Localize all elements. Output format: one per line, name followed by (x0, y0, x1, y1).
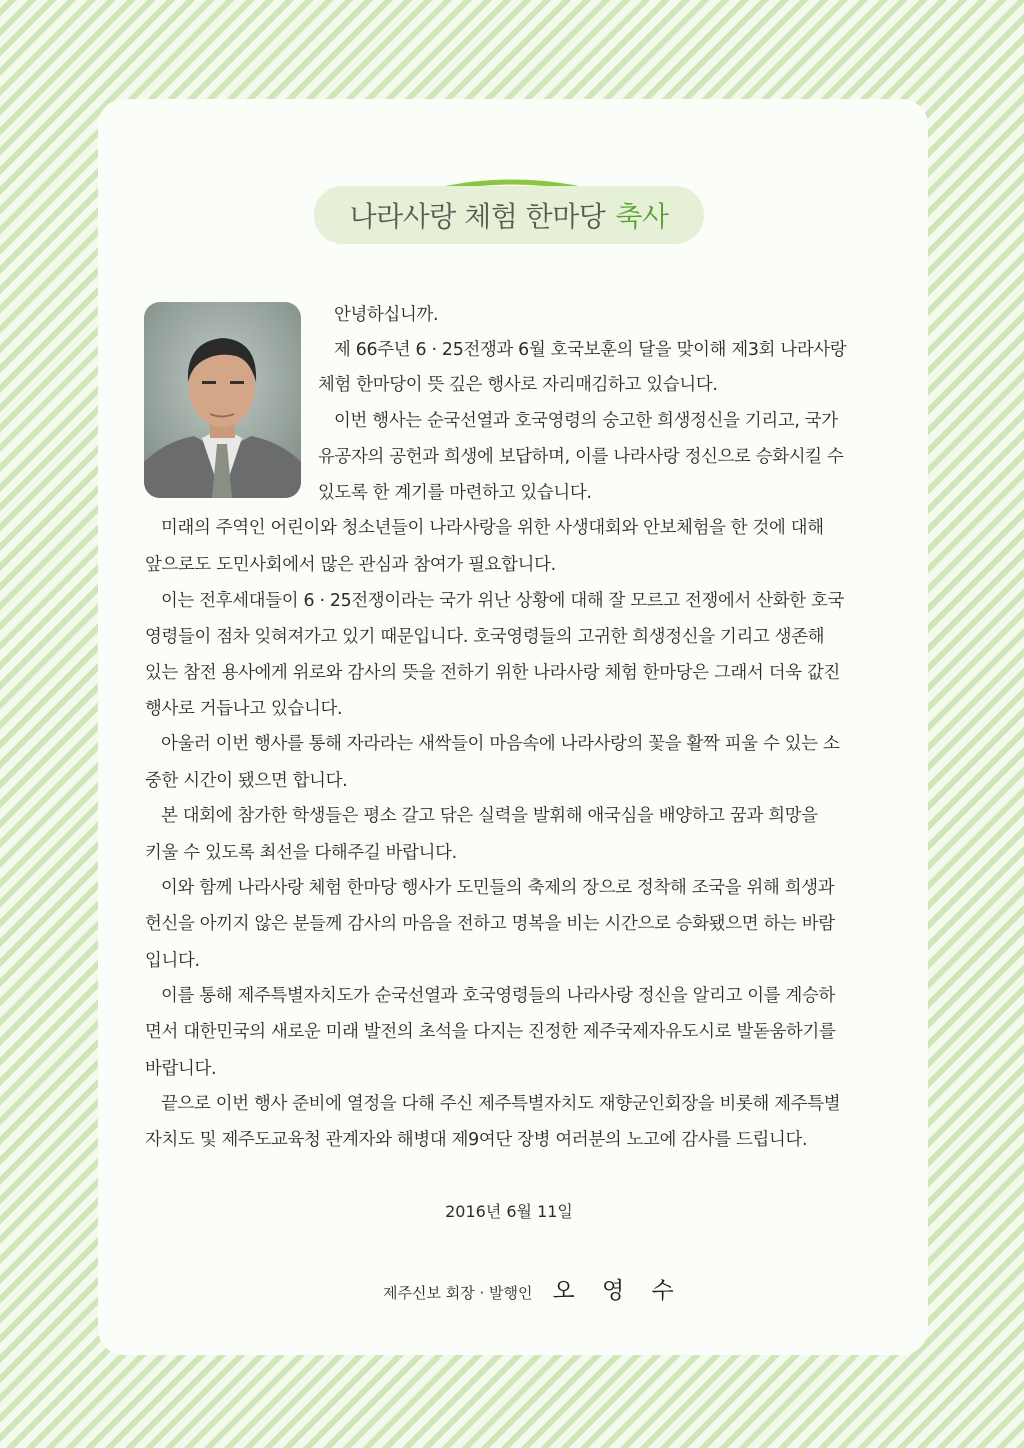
body-line: 이번 행사는 순국선열과 호국영령의 숭고한 희생정신을 기리고, 국가 (334, 411, 838, 431)
page-title (314, 186, 704, 244)
title-accent: 축사 (615, 200, 669, 233)
body-line: 이를 통해 제주특별자치도가 순국선열과 호국영령들의 나라사랑 정신을 알리고 이를 계승하 (161, 986, 836, 1006)
body-line: 아울러 이번 행사를 통해 자라라는 새싹들이 마음속에 나라사랑의 꽃을 활짝 피울 수 있는 소 (161, 734, 840, 754)
body-line: 이와 함께 나라사랑 체험 한마당 행사가 도민들의 축제의 장으로 정착해 조국을 위해 희생과 (161, 878, 835, 898)
signature-block (383, 1272, 684, 1305)
body-line: 끝으로 이번 행사 준비에 열정을 다해 주신 제주특별자치도 재향군인회장을 비롯해 제주특별 (161, 1094, 841, 1114)
author-portrait-photo (144, 302, 301, 498)
body-line: 체험 한마당이 뜻 깊은 행사로 자리매김하고 있습니다. (318, 375, 718, 395)
body-line: 유공자의 공헌과 희생에 보답하며, 이를 나라사랑 정신으로 승화시킬 수 (318, 447, 844, 467)
body-line: 헌신을 아끼지 않은 분들께 감사의 마음을 전하고 명복을 비는 시간으로 승화됐으면 하는 바람 (145, 914, 835, 934)
body-line: 안녕하십니까. (334, 305, 439, 325)
signature-name: 오 영 수 (552, 1278, 684, 1304)
body-line: 키울 수 있도록 최선을 다해주길 바랍니다. (145, 843, 457, 863)
body-line: 면서 대한민국의 새로운 미래 발전의 초석을 다지는 진정한 제주국제자유도시로 발돋움하기를 (145, 1022, 836, 1042)
body-line: 영령들이 점차 잊혀져가고 있기 때문입니다. 호국영령들의 고귀한 희생정신을 기리고 생존해 (145, 627, 825, 647)
signature-role: 제주신보 회장 · 발행인 (383, 1284, 533, 1302)
letter-card (98, 99, 928, 1355)
body-line: 행사로 거듭나고 있습니다. (145, 699, 343, 719)
body-line: 이는 전후세대들이 6 · 25전쟁이라는 국가 위난 상황에 대해 잘 모르고 전쟁에서 산화한 호국 (161, 591, 844, 611)
body-line: 자치도 및 제주도교육청 관계자와 해병대 제9여단 장병 여러분의 노고에 감사를 드립니다. (145, 1130, 808, 1150)
body-line: 제 66주년 6 · 25전쟁과 6월 호국보훈의 달을 맞이해 제3회 나라사랑 (334, 340, 847, 360)
body-line: 미래의 주역인 어린이와 청소년들이 나라사랑을 위한 사생대회와 안보체험을 한 것에 대해 (161, 518, 824, 538)
body-line: 바랍니다. (145, 1059, 217, 1079)
body-line: 입니다. (145, 951, 200, 971)
letter-date: 2016년 6월 11일 (445, 1202, 573, 1221)
body-line: 본 대회에 참가한 학생들은 평소 갈고 닦은 실력을 발휘해 애국심을 배양하고 꿈과 희망을 (161, 806, 818, 826)
body-line: 앞으로도 도민사회에서 많은 관심과 참여가 필요합니다. (145, 555, 556, 575)
body-line: 있도록 한 계기를 마련하고 있습니다. (318, 483, 592, 503)
body-line: 중한 시간이 됐으면 합니다. (145, 771, 348, 791)
body-line: 있는 참전 용사에게 위로와 감사의 뜻을 전하기 위한 나라사랑 체험 한마당은 그래서 더욱 값진 (145, 663, 840, 683)
title-main: 나라사랑 체험 한마당 (349, 200, 606, 233)
